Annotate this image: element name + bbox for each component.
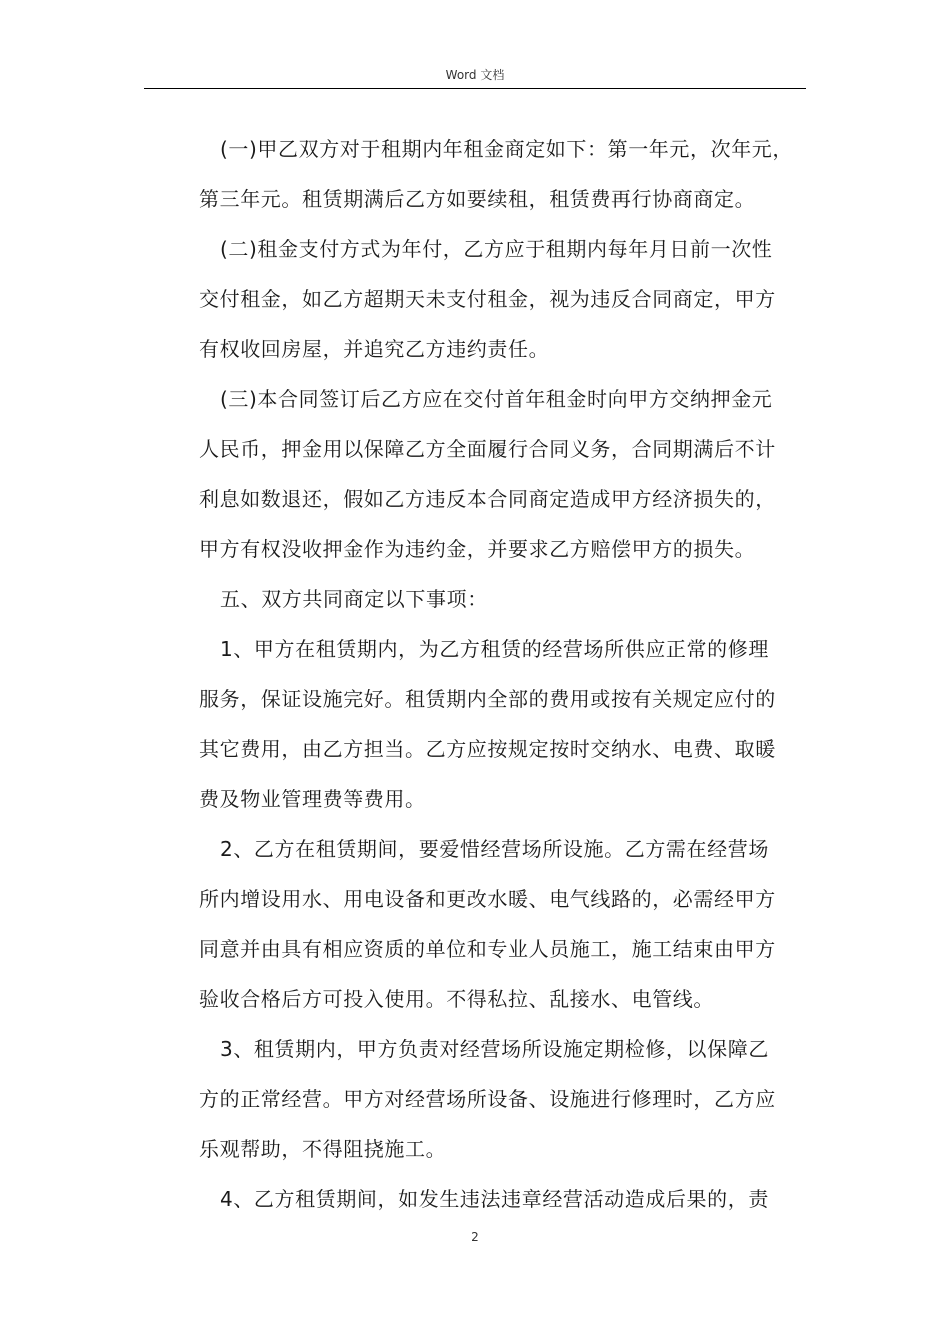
paragraph-payment-method	[178, 224, 803, 374]
text-line: 五、双方共同商定以下事项：	[220, 587, 488, 611]
text-line: 1、甲方在租赁期内，为乙方租赁的经营场所供应正常的修理	[220, 637, 769, 661]
text-line: 服务，保证设施完好。租赁期内全部的费用或按有关规定应付的	[199, 687, 776, 711]
text-line: 验收合格后方可投入使用。不得私拉、乱接水、电管线。	[199, 987, 714, 1011]
text-line: 乐观帮助，不得阻挠施工。	[199, 1137, 447, 1161]
paragraph-deposit	[178, 374, 803, 574]
text-line: 其它费用，由乙方担当。乙方应按规定按时交纳水、电费、取暖	[199, 737, 776, 761]
text-line: 交付租金，如乙方超期天未支付租金，视为违反合同商定，甲方	[199, 287, 776, 311]
text-line: 人民币，押金用以保障乙方全面履行合同义务，合同期满后不计	[199, 437, 776, 461]
text-line: 2、乙方在租赁期间，要爱惜经营场所设施。乙方需在经营场	[220, 837, 769, 861]
page-header	[144, 64, 806, 89]
clause-1	[178, 624, 803, 824]
text-line: 费及物业管理费等费用。	[199, 787, 426, 811]
text-line: (三)本合同签订后乙方应在交付首年租金时向甲方交纳押金元	[220, 387, 773, 411]
clause-3	[178, 1024, 803, 1174]
clause-2	[178, 824, 803, 1024]
header-title: Word 文档	[445, 68, 505, 82]
document-body	[178, 124, 803, 1224]
section-heading-mutual-agreement	[178, 574, 803, 624]
text-line: 3、租赁期内，甲方负责对经营场所设施定期检修，以保障乙	[220, 1037, 769, 1061]
text-line: 有权收回房屋，并追究乙方违约责任。	[199, 337, 550, 361]
text-line: 所内增设用水、用电设备和更改水暖、电气线路的，必需经甲方	[199, 887, 776, 911]
text-line: 方的正常经营。甲方对经营场所设备、设施进行修理时，乙方应	[199, 1087, 776, 1111]
text-line: (一)甲乙双方对于租期内年租金商定如下：第一年元，次年元，	[220, 137, 794, 161]
text-line: (二)租金支付方式为年付，乙方应于租期内每年月日前一次性	[220, 237, 773, 261]
text-line: 利息如数退还，假如乙方违反本合同商定造成甲方经济损失的，	[199, 487, 776, 511]
text-line: 4、乙方租赁期间，如发生违法违章经营活动造成后果的，责	[220, 1187, 769, 1211]
clause-4	[178, 1174, 803, 1224]
text-line: 第三年元。租赁期满后乙方如要续租，租赁费再行协商商定。	[199, 187, 756, 211]
text-line: 同意并由具有相应资质的单位和专业人员施工，施工结束由甲方	[199, 937, 776, 961]
paragraph-rent-amount	[178, 124, 803, 224]
text-line: 甲方有权没收押金作为违约金，并要求乙方赔偿甲方的损失。	[199, 537, 756, 561]
page-number: 2	[471, 1230, 479, 1244]
